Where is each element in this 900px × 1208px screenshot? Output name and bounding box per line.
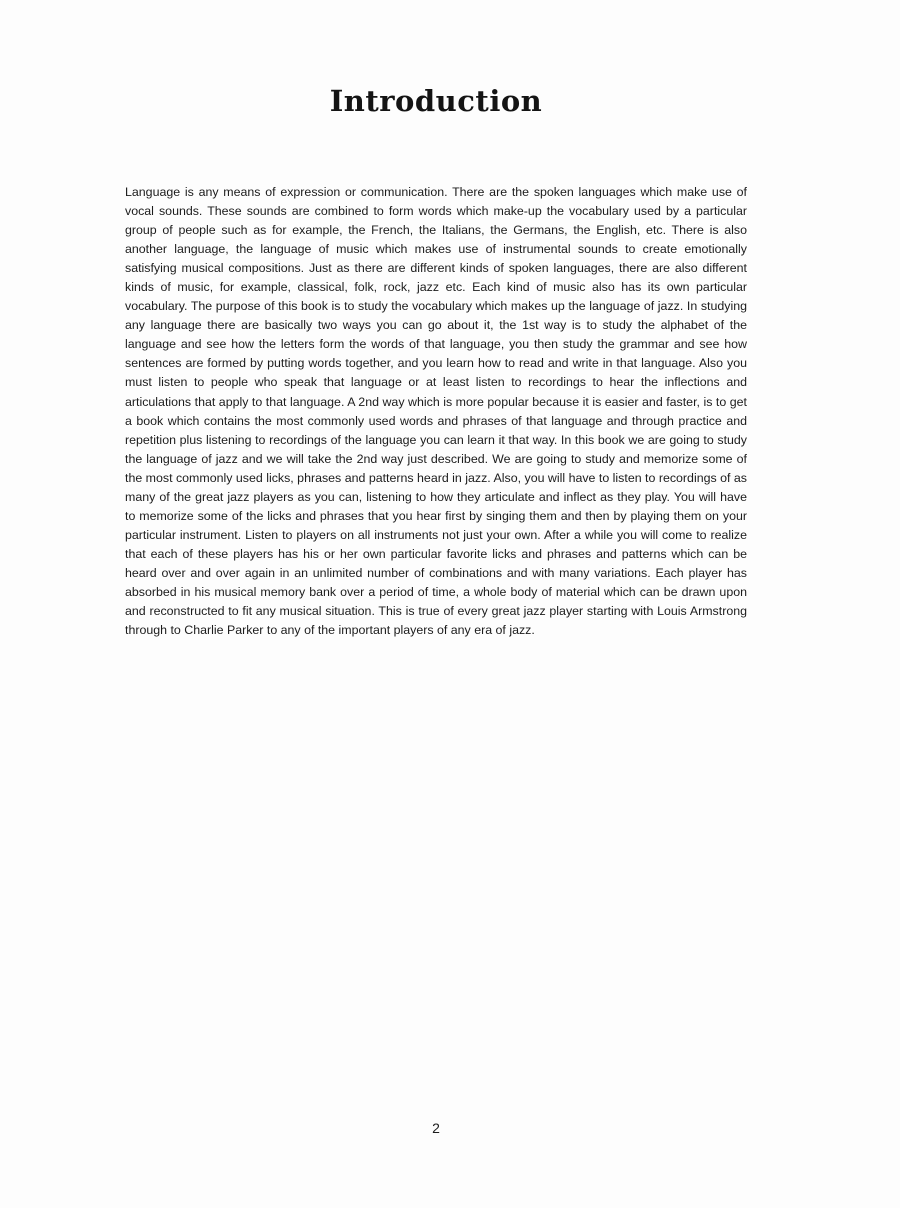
introduction-paragraph: Language is any means of expression or communication. There are the spoken languages which make use of vocal sounds. These sounds are combined to form words which make-up the vocabulary used by a particular group of people such as for example, the French, the Italians, the Germans, the English, etc. There is also another language, the language of music which makes use of instrumental sounds to create emotionally satisfying musical compositions. Just as there are different kinds of spoken languages, there are also different kinds of music, for example, classical, folk, rock, jazz etc. Each kind of music also has its own particular vocabulary. The purpose of this book is to study the vocabulary which makes up the language of jazz. In studying any language there are basically two ways you can go about it, the 1st way is to study the alphabet of the language and see how the letters form the words of that language, you then study the grammar and see how sentences are formed by putting words together, and you learn how to read and write in that language. Also you must listen to people who speak that language or at least listen to recordings to hear the inflections and articulations that apply to that language. A 2nd way which is more popular because it is easier and faster, is to get a book which contains the most commonly used words and phrases of that language and through practice and repetition plus listening to recordings of the language you can learn it that way. In this book we are going to study the language of jazz and we will take the 2nd way just described. We are going to study and memorize some of the most commonly used licks, phrases and patterns heard in jazz. Also, you will have to listen to recordings of as many of the great jazz players as you can, listening to how they articulate and inflect as they play. You will have to memorize some of the licks and phrases that you hear first by singing them and then by playing them on your particular instrument. Listen to players on all instruments not just your own. After a while you will come to realize that each of these players has his or her own particular favorite licks and phrases and patterns which can be heard over and over again in an unlimited number of combinations and with many variations. Each player has absorbed in his musical memory bank over a period of time, a whole body of material which can be drawn upon and reconstructed to fit any musical situation. This is true of every great jazz player starting with Louis Armstrong through to Charlie Parker to any of the important players of any era of jazz. (125, 185, 747, 638)
page-title: Introduction (329, 84, 543, 118)
page-number: 2 (432, 1120, 440, 1136)
